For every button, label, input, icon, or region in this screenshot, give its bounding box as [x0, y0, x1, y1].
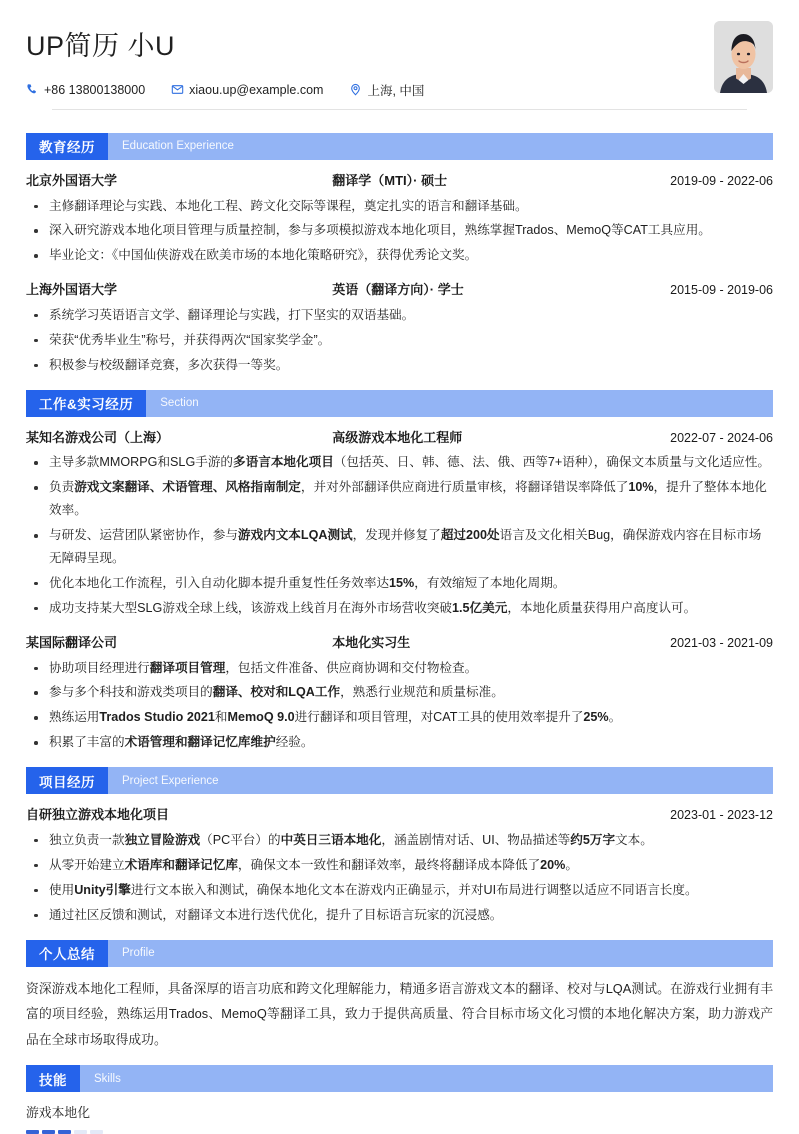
skill-rating-segment — [74, 1130, 87, 1134]
entry-header — [26, 428, 773, 448]
experience-entry — [26, 417, 773, 620]
section — [0, 1065, 799, 1133]
entry-date-range: 2019-09 - 2022-06 — [670, 173, 773, 188]
section-header-bar — [26, 940, 773, 967]
contact-location-text: 上海, 中国 — [367, 83, 425, 98]
section-title-en: Section — [160, 397, 199, 410]
bullet-item: 深入研究游戏本地化项目管理与质量控制，参与多项模拟游戏本地化项目，熟练掌握Trados、MemoQ等CAT工具应用。 — [26, 219, 773, 242]
skill-rating-segment — [90, 1130, 103, 1134]
contact-row — [26, 81, 773, 99]
entry-organization: 自研独立游戏本地化项目 — [26, 807, 170, 823]
bullet-item: 负责游戏文案翻译、术语管理、风格指南制定，并对外部翻译供应商进行质量审核，将翻译错误率降低了10%，提升了整体本地化效率。 — [26, 476, 773, 522]
contact-location[interactable] — [349, 81, 424, 99]
phone-icon — [26, 83, 39, 96]
skill-rating-segment — [42, 1130, 55, 1134]
bullet-item: 主导多款MMORPG和SLG手游的多语言本地化项目（包括英、日、韩、德、法、俄、西等7+语种），确保文本质量与文化适应性。 — [26, 451, 773, 474]
bullet-item: 积极参与校级翻译竞赛，多次获得一等奖。 — [26, 354, 773, 377]
entry-role: 英语（翻译方向）· 学士 — [332, 282, 464, 298]
sections-container — [0, 133, 799, 1134]
location-pin-icon — [349, 83, 362, 96]
section-title-en: Skills — [94, 1072, 121, 1085]
entry-date-range: 2022-07 - 2024-06 — [670, 430, 773, 445]
entry-role: 翻译学（MTI）· 硕士 — [332, 172, 448, 188]
entry-date-range: 2023-01 - 2023-12 — [670, 808, 773, 823]
section — [0, 133, 799, 377]
section-header-bar — [26, 767, 773, 794]
section-title-cn: 工作&实习经历 — [26, 390, 146, 417]
section-header-bar — [26, 133, 773, 160]
bullet-item: 成功支持某大型SLG游戏全球上线，该游戏上线首月在海外市场营收突破1.5亿美元，本地化质量获得用户高度认可。 — [26, 597, 773, 620]
profile-summary-text: 资深游戏本地化工程师，具备深厚的语言功底和跨文化理解能力，精通多语言游戏文本的翻译、校对与LQA测试。在游戏行业拥有丰富的项目经验，熟练运用Trados、MemoQ等翻译工具，致力于提供高质量、符合目标市场文化习惯的本地化解决方案，助力游戏产品在全球市场取得成功。 — [26, 980, 773, 1047]
entry-organization: 上海外国语大学 — [26, 282, 118, 298]
envelope-icon — [171, 83, 184, 96]
bullet-item: 主修翻译理论与实践、本地化工程、跨文化交际等课程，奠定扎实的语言和翻译基础。 — [26, 195, 773, 218]
section-title-cn: 个人总结 — [26, 940, 108, 967]
section-header-bar — [26, 390, 773, 417]
experience-entry — [26, 794, 773, 926]
entry-bullet-list — [26, 451, 773, 619]
entry-header — [26, 633, 773, 653]
section-title-cn: 项目经历 — [26, 767, 108, 794]
section-title-en: Project Experience — [122, 774, 219, 787]
skill-rating-segment — [26, 1130, 39, 1134]
entry-organization: 某国际翻译公司 — [26, 634, 118, 650]
bullet-item: 系统学习英语语言文学、翻译理论与实践，打下坚实的双语基础。 — [26, 304, 773, 327]
entry-header — [26, 280, 773, 300]
header-divider — [52, 109, 747, 110]
bullet-item: 积累了丰富的术语管理和翻译记忆库维护经验。 — [26, 731, 773, 754]
section — [0, 390, 799, 754]
section-header-bar — [26, 1065, 773, 1092]
entry-date-range: 2021-03 - 2021-09 — [670, 635, 773, 650]
entry-bullet-list — [26, 829, 773, 927]
section — [0, 767, 799, 926]
resume-header — [0, 0, 799, 120]
section-title-en: Profile — [122, 947, 155, 960]
skill-item — [26, 1092, 773, 1133]
bullet-item: 与研发、运营团队紧密协作，参与游戏内文本LQA测试，发现并修复了超过200处语言及文化相关Bug，确保游戏内容在目标市场无障碍呈现。 — [26, 524, 773, 570]
contact-email[interactable] — [171, 83, 323, 97]
entry-organization: 某知名游戏公司（上海） — [26, 429, 170, 445]
experience-entry — [26, 160, 773, 267]
experience-entry — [26, 269, 773, 376]
avatar-portrait-icon — [714, 21, 773, 93]
bullet-item: 毕业论文：《中国仙侠游戏在欧美市场的本地化策略研究》，获得优秀论文奖。 — [26, 244, 773, 267]
entry-organization: 北京外国语大学 — [26, 172, 118, 188]
skill-rating-segment — [58, 1130, 71, 1134]
entry-role: 本地化实习生 — [332, 634, 411, 650]
section-title-cn: 教育经历 — [26, 133, 108, 160]
bullet-item: 使用Unity引擎进行文本嵌入和测试，确保本地化文本在游戏内正确显示，并对UI布局进行调整以适应不同语言长度。 — [26, 879, 773, 902]
entry-bullet-list — [26, 304, 773, 377]
bullet-item: 通过社区反馈和测试，对翻译文本进行迭代优化，提升了目标语言玩家的沉浸感。 — [26, 904, 773, 927]
bullet-item: 优化本地化工作流程，引入自动化脚本提升重复性任务效率达15%，有效缩短了本地化周期。 — [26, 572, 773, 595]
entry-bullet-list — [26, 657, 773, 755]
bullet-item: 荣获“优秀毕业生”称号，并获得两次“国家奖学金”。 — [26, 329, 773, 352]
page-title: UP简历 小U — [26, 31, 176, 61]
bullet-item: 独立负责一款独立冒险游戏（PC平台）的中英日三语本地化，涵盖剧情对话、UI、物品描述等约5万字文本。 — [26, 829, 773, 852]
bullet-item: 从零开始建立术语库和翻译记忆库，确保文本一致性和翻译效率，最终将翻译成本降低了20%。 — [26, 854, 773, 877]
experience-entry — [26, 622, 773, 754]
entry-bullet-list — [26, 195, 773, 268]
entry-role: 高级游戏本地化工程师 — [332, 429, 463, 445]
entry-date-range: 2015-09 - 2019-06 — [670, 283, 773, 298]
section — [0, 940, 799, 1053]
entry-header — [26, 171, 773, 191]
contact-phone[interactable] — [26, 83, 145, 97]
entry-header — [26, 805, 773, 825]
bullet-item: 协助项目经理进行翻译项目管理，包括文件准备、供应商协调和交付物检查。 — [26, 657, 773, 680]
bullet-item: 参与多个科技和游戏类项目的翻译、校对和LQA工作，熟悉行业规范和质量标准。 — [26, 681, 773, 704]
contact-email-text: xiaou.up@example.com — [189, 82, 324, 97]
section-title-cn: 技能 — [26, 1065, 80, 1092]
skill-rating — [26, 1130, 773, 1134]
skill-name: 游戏本地化 — [26, 1105, 90, 1121]
avatar — [714, 21, 773, 93]
section-title-en: Education Experience — [122, 140, 234, 153]
bullet-item: 熟练运用Trados Studio 2021和MemoQ 9.0进行翻译和项目管理，对CAT工具的使用效率提升了25%。 — [26, 706, 773, 729]
contact-phone-text: +86 13800138000 — [44, 82, 146, 97]
